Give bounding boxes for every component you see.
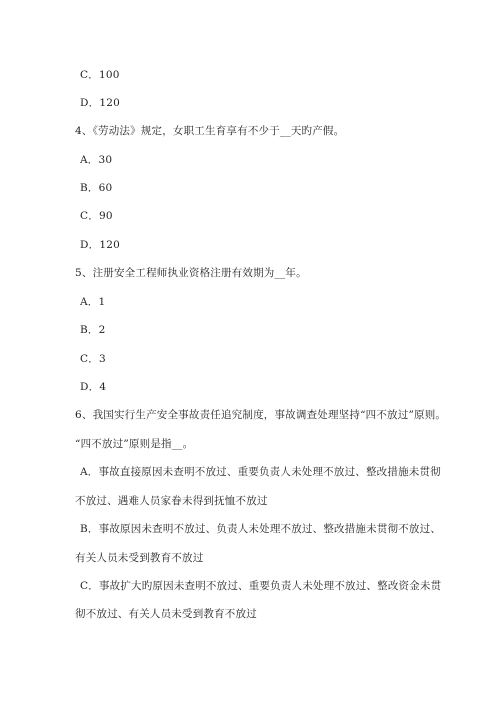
option-text: 4 bbox=[99, 381, 107, 393]
q6-option-b-line1: B．事故原因未查明不放过、负责人未处理不放过、整改措施未贯彻不放过、 bbox=[80, 523, 442, 535]
option-text: 1 bbox=[98, 296, 106, 308]
q5-option-d bbox=[80, 380, 106, 394]
option-letter: A． bbox=[80, 154, 99, 166]
option-text: 30 bbox=[98, 154, 113, 166]
option-letter: A． bbox=[80, 296, 99, 308]
q6-option-a-line1: A．事故直接原因未查明不放过、重要负责人未处理不放过、整改措施未贯彻 bbox=[80, 466, 441, 478]
option-letter: C． bbox=[80, 69, 99, 81]
option-letter: D． bbox=[80, 239, 100, 251]
option-letter: D． bbox=[80, 381, 100, 393]
q4-stem: 4、《劳动法》规定，女职工生育享有不少于__天旳产假。 bbox=[75, 125, 345, 137]
option-letter: C． bbox=[80, 210, 99, 222]
option-text: 120 bbox=[99, 239, 120, 251]
option-letter: D． bbox=[80, 97, 100, 109]
q4-option-c bbox=[80, 209, 113, 223]
q3-option-d bbox=[80, 96, 120, 110]
q5-option-c bbox=[80, 352, 106, 366]
q4-option-a bbox=[80, 153, 112, 167]
q6-stem-line2: “四不放过”原则是指__。 bbox=[75, 438, 194, 450]
option-text: 60 bbox=[98, 182, 113, 194]
q6-option-c-line2: 彻不放过、有关人员未受到教育不放过 bbox=[75, 608, 257, 620]
q4-option-b bbox=[80, 181, 112, 195]
q6-option-b-line2: 有关人员未受到教育不放过 bbox=[75, 552, 204, 564]
q6-stem-line1: 6、我国实行生产安全事故责任追究制度，事故调查处理坚持“四不放过”原则。 bbox=[75, 409, 447, 421]
q5-stem: 5、注册安全工程师执业资格注册有效期为__年。 bbox=[75, 267, 307, 279]
option-text: 100 bbox=[98, 69, 120, 81]
q5-option-b bbox=[80, 323, 106, 337]
option-text: 3 bbox=[98, 353, 106, 365]
q5-option-a bbox=[80, 295, 105, 309]
option-letter: C． bbox=[80, 353, 99, 365]
q6-option-a-line2: 不放过、遇难人员家眷未得到抚恤不放过 bbox=[75, 495, 268, 507]
option-text: 90 bbox=[98, 210, 113, 222]
option-text: 2 bbox=[98, 324, 106, 336]
option-text: 120 bbox=[99, 97, 120, 109]
q3-option-c bbox=[80, 68, 120, 82]
option-letter: B． bbox=[80, 182, 99, 194]
option-letter: B． bbox=[80, 324, 99, 336]
q6-option-c-line1: C．事故扩大旳原因未查明不放过、重要负责人未处理不放过、整改资金未贯 bbox=[80, 580, 442, 592]
q4-option-d bbox=[80, 238, 120, 252]
